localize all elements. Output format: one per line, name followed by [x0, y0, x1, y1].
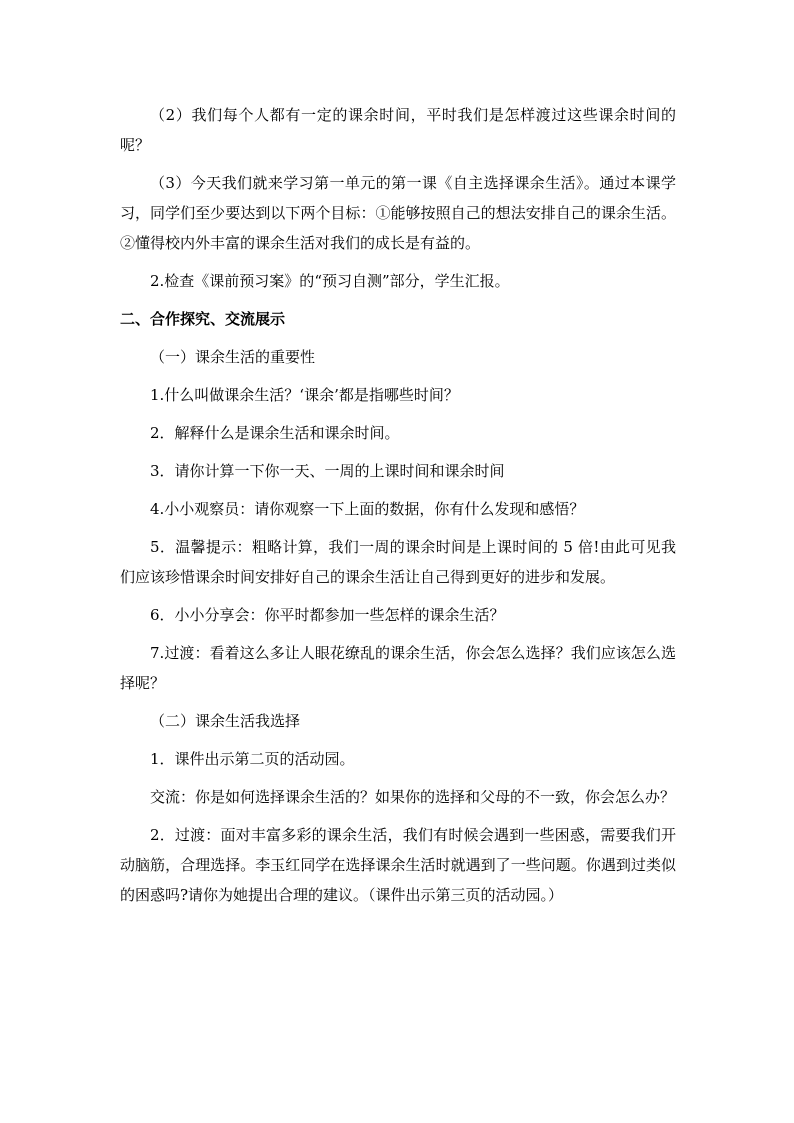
item-choice-exchange: 交流：你是如何选择课余生活的？如果你的选择和父母的不一致，你会怎么办？	[150, 788, 676, 806]
section-heading-cooperation: 二、合作探究、交流展示	[120, 310, 286, 328]
paragraph-intro-question: （2）我们每个人都有一定的课余时间，平时我们是怎样渡过这些课余时间的呢？	[120, 106, 676, 154]
item-choice-1: 1．课件出示第二页的活动园。	[150, 750, 355, 768]
paragraph-preview-check: 2.检查《课前预习案》的“预习自测”部分，学生汇报。	[150, 272, 510, 290]
item-question-6: 6．小小分享会：你平时都参加一些怎样的课余生活？	[150, 606, 505, 624]
paragraph-lesson-goals: （3）今天我们就来学习第一单元的第一课《自主选择课余生活》。通过本课学习，同学们至少要达到以下两个目标：①能够按照自己的想法安排自己的课余生活。②懂得校内外丰富的课余生活对我们的成长是有益的。	[120, 174, 676, 252]
subheading-importance: （一）课余生活的重要性	[150, 348, 316, 366]
item-question-4: 4.小小观察员：请你观察一下上面的数据，你有什么发现和感悟？	[150, 500, 585, 518]
item-question-5: 5．温馨提示：粗略计算，我们一周的课余时间是上课时间的 5 倍!由此可见我们应该珍惜课余时间安排好自己的课余生活让自己得到更好的进步和发展。	[120, 538, 676, 586]
item-choice-2: 2．过渡：面对丰富多彩的课余生活，我们有时候会遇到一些困惑，需要我们开动脑筋，合理选择。李玉红同学在选择课余生活时就遇到了一些问题。你遇到过类似的困惑吗?请你为她提出合理的建议。（课件出示第三页的活动园。）	[120, 826, 676, 904]
item-question-3: 3．请你计算一下你一天、一周的上课时间和课余时间	[150, 462, 505, 480]
item-question-1: 1.什么叫做课余生活？‘课余’都是指哪些时间？	[150, 386, 459, 404]
item-question-2: 2．解释什么是课余生活和课余时间。	[150, 424, 400, 442]
item-question-7: 7.过渡：看着这么多让人眼花缭乱的课余生活，你会怎么选择？我们应该怎么选择呢？	[120, 644, 676, 692]
document-page	[120, 100, 676, 918]
subheading-choice: （二）课余生活我选择	[150, 712, 301, 730]
